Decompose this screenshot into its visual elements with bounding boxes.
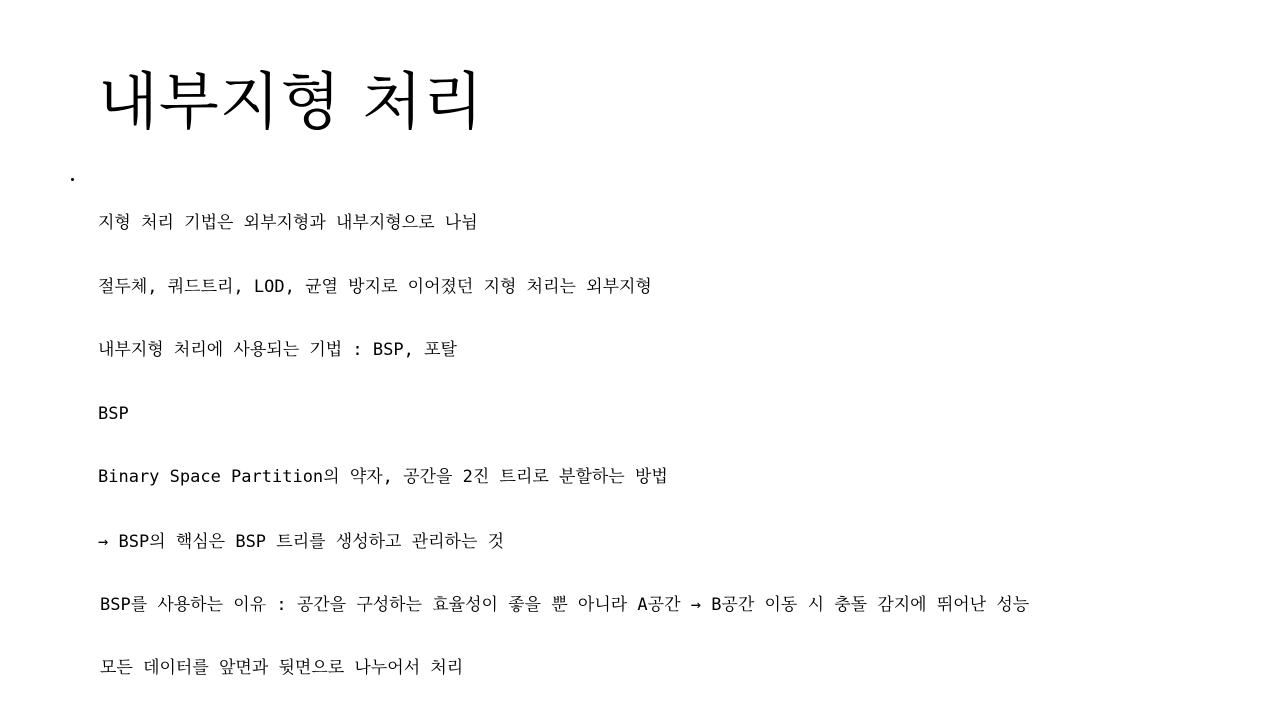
content-line: Binary Space Partition의 약자, 공간을 2진 트리로 분할하는 방법 [98, 467, 668, 487]
content-line: 내부지형 처리에 사용되는 기법 : BSP, 포탈 [98, 340, 457, 360]
content-line: 절두체, 쿼드트리, LOD, 균열 방지로 이어졌던 지형 처리는 외부지형 [98, 277, 652, 297]
content-line: 모든 데이터를 앞면과 뒷면으로 나누어서 처리 [100, 658, 464, 678]
content-line: → BSP의 핵심은 BSP 트리를 생성하고 관리하는 것 [98, 532, 505, 552]
slide-title: 내부지형 처리 [98, 65, 485, 138]
bullet-dot [71, 178, 74, 181]
content-line: BSP [98, 404, 129, 424]
content-line: BSP를 사용하는 이유 : 공간을 구성하는 효율성이 좋을 뿐 아니라 A공간 → B공간 이동 시 충돌 감지에 뛰어난 성능 [100, 595, 1030, 615]
content-line: 지형 처리 기법은 외부지형과 내부지형으로 나뉨 [98, 213, 478, 233]
